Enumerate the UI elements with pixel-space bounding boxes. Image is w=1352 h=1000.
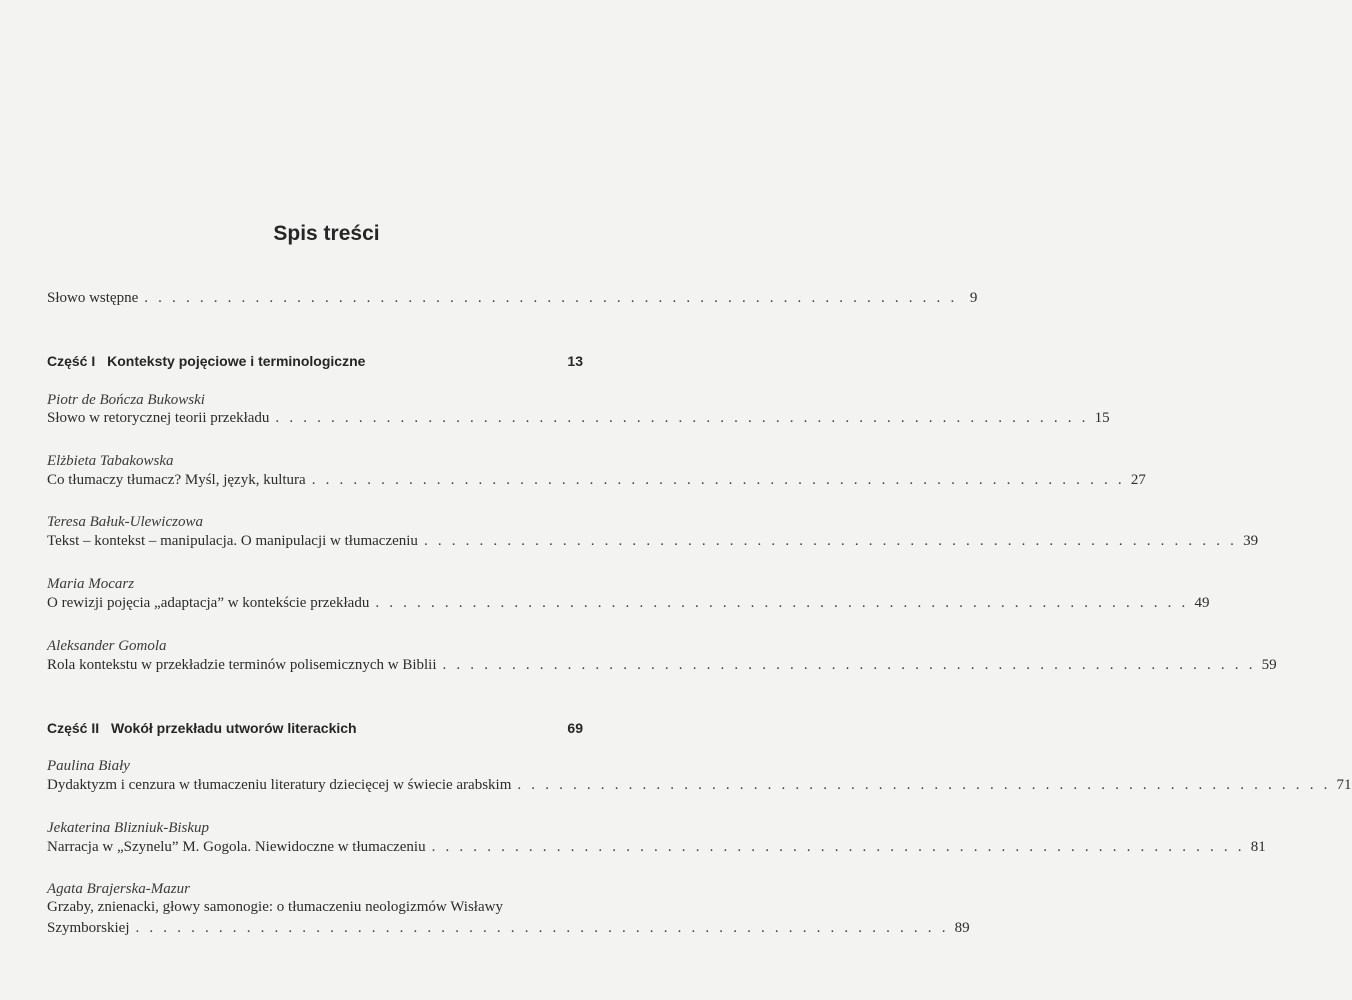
leader-dots: . . . . . . . . . . . . . . . . . . . . . . . . . . . . . . . . . . . . . . . . . . . . . . . . . . . . . . . . . . .: [275, 410, 1089, 426]
entry-title: Narracja w „Szynelu” M. Gogola. Niewidoczne w tłumaczeniu: [47, 839, 426, 855]
entry-page: 39: [1243, 533, 1259, 549]
entry-page: 49: [1194, 595, 1210, 611]
entry-title: Rola kontekstu w przekładzie terminów polisemicznych w Biblii: [47, 657, 437, 673]
part-heading-2[interactable]: [47, 720, 583, 736]
entry-title-line-1: Grzaby, znienacki, głowy samonogie: o tłumaczeniu neologizmów Wisławy: [47, 899, 503, 915]
part-number: Część II: [47, 720, 100, 736]
part-heading-1[interactable]: [47, 353, 583, 369]
entry-page: 27: [1130, 472, 1146, 488]
toc-entry-preface[interactable]: [47, 289, 978, 307]
entry-title: O rewizji pojęcia „adaptacja” w kontekście przekładu: [47, 595, 370, 611]
leader-dots: . . . . . . . . . . . . . . . . . . . . . . . . . . . . . . . . . . . . . . . . . . . . . . . . . . . . . . . . . . .: [423, 533, 1238, 549]
entry-page: 81: [1250, 839, 1266, 855]
leader-dots: . . . . . . . . . . . . . . . . . . . . . . . . . . . . . . . . . . . . . . . . . . . . . . . . . . . . . . . . . . .: [144, 290, 958, 306]
toc-entry[interactable]: [47, 776, 1352, 794]
entry-author: Paulina Biały: [47, 758, 130, 774]
entry-author: Jekaterina Blizniuk-Biskup: [47, 820, 210, 836]
toc-entry[interactable]: [47, 532, 1259, 550]
entry-page: 9: [969, 290, 978, 306]
entry-title: Słowo wstępne: [47, 290, 139, 306]
toc-entry[interactable]: [47, 919, 970, 937]
toc-entry[interactable]: [47, 838, 1266, 856]
entry-page: 89: [954, 920, 970, 936]
toc-entry[interactable]: [47, 594, 1210, 612]
entry-page: 59: [1261, 657, 1277, 673]
entry-author: Maria Mocarz: [47, 576, 135, 592]
part-title: Wokół przekładu utworów literackich: [111, 720, 357, 736]
leader-dots: . . . . . . . . . . . . . . . . . . . . . . . . . . . . . . . . . . . . . . . . . . . . . . . . . . . . . . . . . . .: [135, 920, 949, 936]
toc-entry[interactable]: [47, 409, 1110, 427]
leader-dots: . . . . . . . . . . . . . . . . . . . . . . . . . . . . . . . . . . . . . . . . . . . . . . . . . . . . . . . . . . .: [311, 472, 1125, 488]
entry-title: Dydaktyzm i cenzura w tłumaczeniu literatury dziecięcej w świecie arabskim: [47, 777, 512, 793]
entry-page: 71: [1336, 777, 1352, 793]
part-title: Konteksty pojęciowe i terminologiczne: [107, 353, 366, 369]
page-title: Spis treści: [273, 222, 380, 245]
part-page: 69: [567, 720, 583, 736]
entry-title: Co tłumaczy tłumacz? Myśl, język, kultura: [47, 472, 306, 488]
entry-author: Piotr de Bończa Bukowski: [47, 392, 205, 408]
part-number: Część I: [47, 353, 96, 369]
toc-entry[interactable]: [47, 656, 1277, 674]
entry-title: Słowo w retorycznej teorii przekładu: [47, 410, 270, 426]
toc-entry[interactable]: [47, 471, 1146, 489]
leader-dots: . . . . . . . . . . . . . . . . . . . . . . . . . . . . . . . . . . . . . . . . . . . . . . . . . . . . . . . . . . .: [375, 595, 1189, 611]
leader-dots: . . . . . . . . . . . . . . . . . . . . . . . . . . . . . . . . . . . . . . . . . . . . . . . . . . . . . . . . . . .: [517, 777, 1331, 793]
leader-dots: . . . . . . . . . . . . . . . . . . . . . . . . . . . . . . . . . . . . . . . . . . . . . . . . . . . . . . . . . . .: [442, 657, 1256, 673]
leader-dots: . . . . . . . . . . . . . . . . . . . . . . . . . . . . . . . . . . . . . . . . . . . . . . . . . . . . . . . . . . .: [431, 839, 1245, 855]
entry-title: Tekst – kontekst – manipulacja. O manipulacji w tłumaczeniu: [47, 533, 418, 549]
entry-title-line-2: Szymborskiej: [47, 920, 130, 936]
entry-author: Teresa Bałuk-Ulewiczowa: [47, 514, 203, 530]
entry-page: 15: [1094, 410, 1110, 426]
entry-author: Agata Brajerska-Mazur: [47, 881, 190, 897]
entry-author: Elżbieta Tabakowska: [47, 453, 174, 469]
part-page: 13: [567, 353, 583, 369]
entry-author: Aleksander Gomola: [47, 638, 167, 654]
